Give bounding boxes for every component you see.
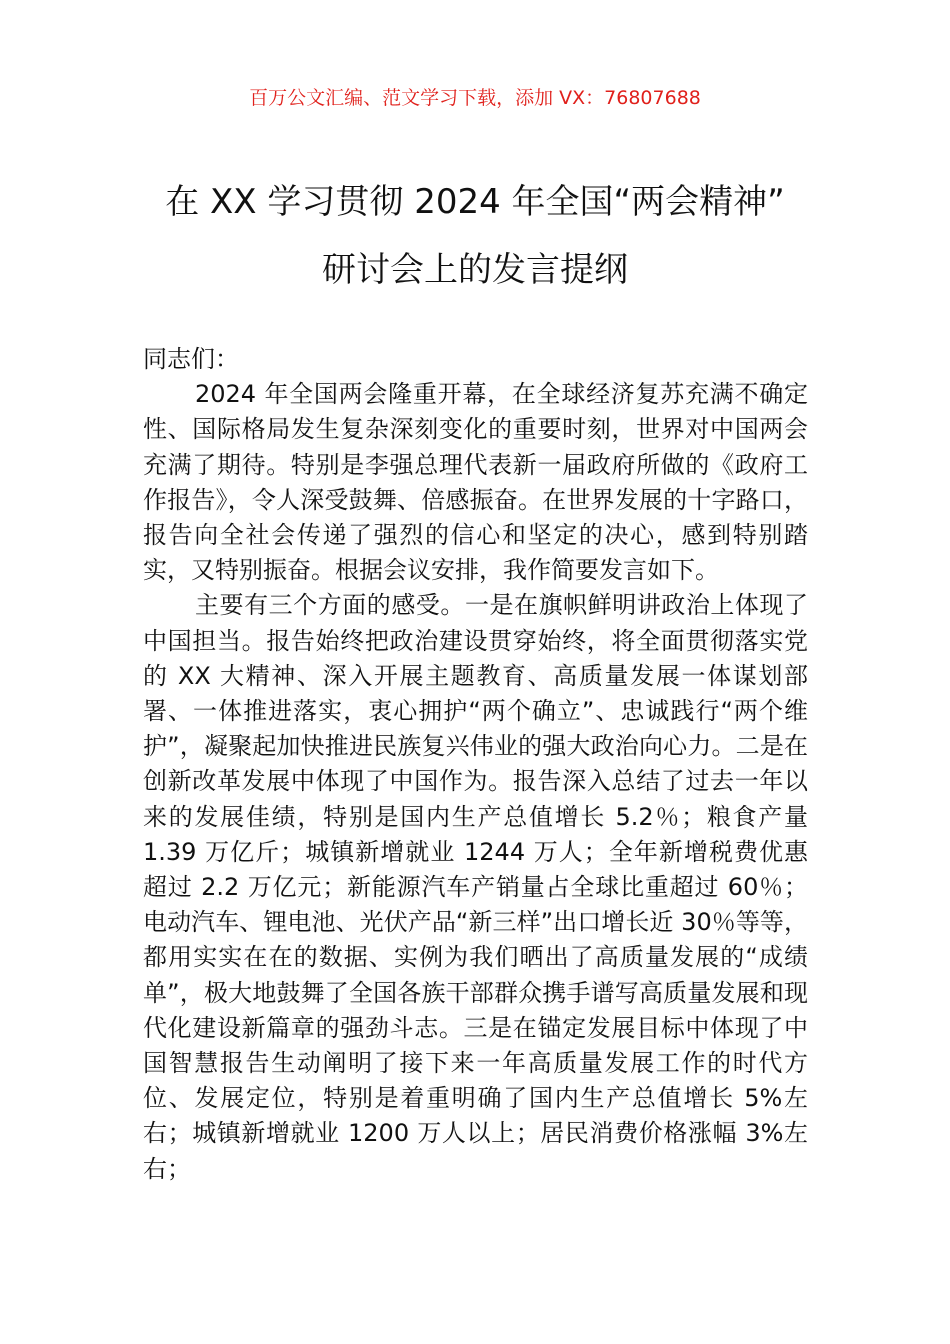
document-title-line-1: 在 XX 学习贯彻 2024 年全国“两会精神” <box>165 182 785 222</box>
salutation: 同志们： <box>143 345 239 373</box>
document-title-line-2: 研讨会上的发言提纲 <box>322 250 628 290</box>
document-body <box>143 342 808 1187</box>
paragraph-2: 主要有三个方面的感受。一是在旗帜鲜明讲政治上体现了中国担当。报告始终把政治建设贯穿始终，将全面贯彻落实党的 XX 大精神、深入开展主题教育、高质量发展一体谋划部署、一体推进落实，衷心拥护“两个确立”、忠诚践行“两个维护”，凝聚起加快推进民族复兴伟业的强大政治向心力。二是在创新改革发展中体现了中国作为。报告深入总结了过去一年以来的发展佳绩，特别是国内生产总值增长 5.2％；粮食产量 1.39 万亿斤；城镇新增就业 1244 万人；全年新增税费优惠超过 2.2 万亿元；新能源汽车产销量占全球比重超过 60％；电动汽车、锂电池、光伏产品“新三样”出口增长近 30％等等，都用实实在在的数据、实例为我们晒出了高质量发展的“成绩单”，极大地鼓舞了全国各族干部群众携手谱写高质量发展和现代化建设新篇章的强劲斗志。三是在锚定发展目标中体现了中国智慧报告生动阐明了接下来一年高质量发展工作的时代方位、发展定位，特别是着重明确了国内生产总值增长 5%左右；城镇新增就业 1200 万人以上；居民消费价格涨幅 3%左右； <box>143 591 808 1183</box>
header-watermark-note: 百万公文汇编、范文学习下载，添加 VX：76807688 <box>249 87 701 109</box>
paragraph-1: 2024 年全国两会隆重开幕，在全球经济复苏充满不确定性、国际格局发生复杂深刻变化的重要时刻，世界对中国两会充满了期待。特别是李强总理代表新一届政府所做的《政府工作报告》，令人深受鼓舞、倍感振奋。在世界发展的十字路口，报告向全社会传递了强烈的信心和坚定的决心，感到特别踏实，又特别振奋。根据会议安排，我作简要发言如下。 <box>143 380 808 585</box>
